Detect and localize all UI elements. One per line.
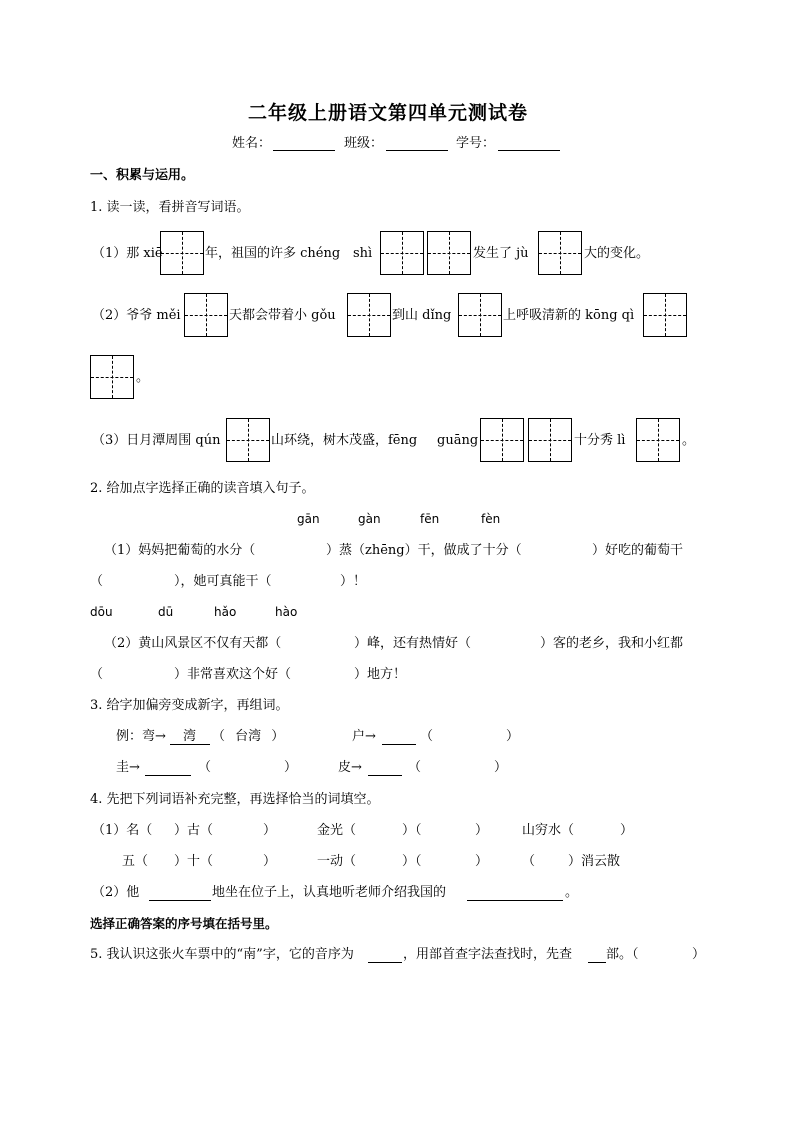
example-label: 例：弯→ [116,729,166,744]
paren-open: （ [408,760,422,775]
section-heading: 选择正确答案的序号填在括号里。 [90,916,278,931]
q1-row1-text: （1）那 xiē [92,246,163,261]
q2-line1-text: ）蒸（zhēng）干，做成了十分（ [326,543,522,558]
q1-row3-text: 山环绕，树木茂盛，fēng [271,433,418,448]
pinyin-option: fèn [481,512,501,526]
char-box[interactable] [226,418,270,462]
q1-row3-text: 。 [682,433,696,448]
q4-row2: 五（ [122,854,149,869]
pinyin-option: gàn [358,512,381,526]
q4-row2: （ [522,854,536,869]
char-box[interactable] [643,293,687,337]
answer-blank[interactable] [368,962,402,963]
answer-blank[interactable] [149,900,211,901]
section-heading: 一、积累与运用。 [90,168,195,183]
question-5-text: 部。（ [606,947,639,962]
answer-blank[interactable] [382,744,416,745]
q4-row2: ）十（ [174,854,214,869]
q4-row2: ）消云散 [568,854,621,869]
q1-row1-text: 大的变化。 [584,246,650,261]
example-char: 湾 [183,729,197,744]
q4-row3: 地坐在位子上，认真地听老师介绍我国的 [212,885,447,900]
answer-blank[interactable] [588,962,606,963]
answer-blank[interactable] [467,900,563,901]
char-box[interactable] [480,418,524,462]
answer-blank[interactable] [145,775,191,776]
q2-line3-text: ）峰，还有热情好（ [354,636,472,651]
paren-open: （ [420,729,434,744]
q1-row2-text: （2）爷爷 měi [92,308,181,323]
pinyin-option: hào [275,605,298,619]
char-box[interactable] [347,293,391,337]
q2-line1-text: （1）妈妈把葡萄的水分（ [104,543,256,558]
char-box[interactable] [184,293,228,337]
q1-row1-text: shì [353,246,373,261]
q2-line4-text: （ [90,667,104,682]
pinyin-option: hǎo [214,605,237,619]
question-1-title: 1. 读一读，看拼音写词语。 [90,200,250,215]
q2-line4-text: ）地方！ [354,667,407,682]
gui-label: 圭→ [116,760,140,775]
char-box[interactable] [458,293,502,337]
q4-row1: 金光（ [317,823,357,838]
char-box[interactable] [90,355,134,399]
q1-row1-text: 年，祖国的许多 chéng [205,246,341,261]
name-blank[interactable] [273,150,335,151]
id-label: 学号： [456,136,496,151]
pinyin-option: fēn [420,512,440,526]
q4-row1: （1）名（ [92,823,153,838]
q4-row1: ） [620,823,634,838]
q2-line2-text: ）！ [340,574,367,589]
q1-row2-text: 上呼吸清新的 kōng qì [503,308,635,323]
q4-row3: 。 [565,885,579,900]
paren-close: ） [506,729,520,744]
paren-close: ） [284,760,298,775]
q4-row2: ）（ [402,854,422,869]
id-blank[interactable] [498,150,560,151]
question-5-text: ） [692,947,706,962]
q4-row1: 山穷水（ [522,823,575,838]
question-5-text: 5. 我认识这张火车票中的“南”字，它的音序为 [90,947,354,962]
q4-row2: ） [263,854,277,869]
pi-label: 皮→ [338,760,362,775]
char-box[interactable] [160,231,204,275]
hu-label: 户→ [352,729,376,744]
q2-line4-text: ）非常喜欢这个好（ [174,667,292,682]
q4-row1: ）古（ [174,823,214,838]
char-box[interactable] [538,231,582,275]
q1-row3-text: 十分秀 lì [574,433,626,448]
q2-line1-text: ）好吃的葡萄干 [592,543,684,558]
class-blank[interactable] [386,150,448,151]
char-box[interactable] [636,418,680,462]
example-word: （ 台湾 ） [212,729,285,744]
q2-line2-text: ），她可真能干（ [174,574,272,589]
q1-row2-text: 天都会带着小 gǒu [229,308,336,323]
char-box[interactable] [380,231,424,275]
q2-line2-text: （ [90,574,104,589]
paren-close: ） [494,760,508,775]
char-box[interactable] [528,418,572,462]
q4-row2: ） [475,854,489,869]
q4-row3: （2）他 [92,885,140,900]
q1-row3-text: （3）日月潭周围 qún [92,433,221,448]
q1-row3-text: guāng [437,433,479,448]
pinyin-option: dōu [90,605,113,619]
answer-blank[interactable] [368,775,402,776]
q4-row1: ）（ [402,823,422,838]
question-2-title: 2. 给加点字选择正确的读音填入句子。 [90,481,315,496]
q2-line3-text: ）客的老乡，我和小红都 [540,636,684,651]
question-4-title: 4. 先把下列词语补充完整，再选择恰当的词填空。 [90,792,380,807]
pinyin-option: dū [158,605,174,619]
pinyin-option: gān [297,512,320,526]
page-title: 二年级上册语文第四单元测试卷 [248,102,529,124]
q4-row1: ） [475,823,489,838]
q4-row1: ） [263,823,277,838]
name-label: 姓名： [232,136,272,151]
q2-line3-text: （2）黄山风景区不仅有天都（ [104,636,282,651]
q1-row2-text: 到山 dǐng [392,308,452,323]
q1-row1-text: 发生了 jù [473,246,529,261]
question-5-text: ，用部首查字法查找时，先查 [403,947,573,962]
char-box[interactable] [427,231,471,275]
q1-row2-end: 。 [136,370,150,385]
question-3-title: 3. 给字加偏旁变成新字，再组词。 [90,698,289,713]
paren-open: （ [198,760,212,775]
class-label: 班级： [344,136,384,151]
q4-row2: 一动（ [317,854,357,869]
